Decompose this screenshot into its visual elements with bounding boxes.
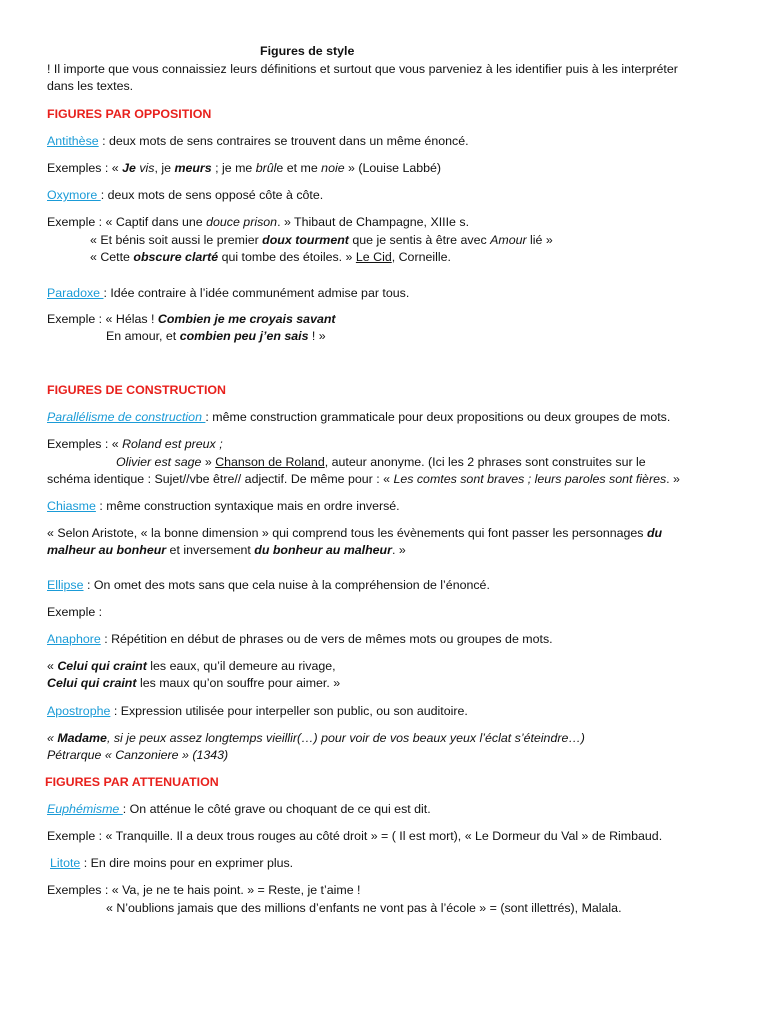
text-run: schéma identique : Sujet//vbe être// adjectif. De même pour : «: [47, 472, 394, 486]
page-title: Figures de style: [260, 44, 355, 58]
text-run: du: [646, 526, 663, 540]
example-oxymore-3: [90, 250, 451, 265]
term-oxymore[interactable]: Oxymore: [47, 188, 101, 202]
text-run: »: [201, 455, 216, 469]
example-oxymore-1: [47, 215, 469, 230]
text-run: Combien je me croyais savant: [157, 312, 336, 326]
example-ellipse: Exemple :: [47, 605, 103, 619]
example-apostrophe-1: [47, 731, 585, 746]
text-run: « Selon Aristote, « la bonne dimension » qui comprend tous les évènements qui font passer les personnages: [47, 526, 647, 540]
definition-euphemisme: [47, 802, 431, 817]
text-run: Madame: [57, 731, 107, 745]
text-run: : On omet des mots sans que cela nuise à la compréhension de l’énoncé.: [83, 578, 490, 592]
text-run: Exemples : «: [47, 437, 123, 451]
intro-line-2: dans les textes.: [47, 79, 134, 93]
definition-litote: [50, 856, 293, 871]
term-litote[interactable]: Litote: [50, 856, 81, 870]
text-run: : deux mots de sens contraires se trouvent dans un même énoncé.: [98, 134, 469, 148]
text-run: : même construction syntaxique mais en ordre inversé.: [95, 499, 400, 513]
example-anaphore-1: [47, 659, 336, 674]
text-run: Je: [122, 161, 140, 175]
text-run: Amour: [490, 233, 527, 247]
section-heading-attenuation: FIGURES PAR ATTENUATION: [45, 775, 219, 789]
text-run: : deux mots de sens opposé côte à côte.: [100, 188, 324, 202]
example-antithese: [47, 161, 441, 176]
example-euphemisme: Exemple : « Tranquille. Il a deux trous rouges au côté droit » = ( Il est mort), « Le Dormeur du Val » de Rimbaud.: [47, 829, 663, 843]
text-run: e et me: [276, 161, 322, 175]
text-run: vis: [139, 161, 155, 175]
text-run: Le Cid: [355, 250, 392, 264]
text-run: obscure clarté: [133, 250, 219, 264]
text-run: , auteur anonyme. (Ici les 2 phrases sont construites sur le: [324, 455, 646, 469]
example-paradoxe-2: [106, 329, 326, 344]
text-run: Celui qui craint: [47, 676, 137, 690]
example-litote-1: Exemples : « Va, je ne te hais point. » = Reste, je t’aime !: [47, 883, 361, 897]
text-run: meurs: [174, 161, 212, 175]
text-run: Les comtes sont braves ; leurs paroles sont fières: [393, 472, 667, 486]
example-chiasme-1: [47, 526, 662, 541]
text-run: que je sentis à être avec: [348, 233, 491, 247]
example-apostrophe-2: Pétrarque « Canzoniere » (1343): [47, 748, 229, 762]
text-run: : même construction grammaticale pour deux propositions ou deux groupes de mots.: [205, 410, 671, 424]
term-chiasme[interactable]: Chiasme: [47, 499, 96, 513]
definition-parallelisme: [47, 410, 670, 425]
text-run: Exemples : «: [47, 161, 123, 175]
term-anaphore[interactable]: Anaphore: [47, 632, 101, 646]
definition-paradoxe: [47, 286, 409, 301]
text-run: brûl: [255, 161, 277, 175]
text-run: . » Thibaut de Champagne, XIIIe s.: [277, 215, 470, 229]
text-run: doux tourment: [262, 233, 349, 247]
definition-chiasme: [47, 499, 400, 514]
text-run: ! »: [308, 329, 326, 343]
text-run: qui tombe des étoiles. »: [218, 250, 356, 264]
text-run: : En dire moins pour en exprimer plus.: [80, 856, 294, 870]
definition-ellipse: [47, 578, 490, 593]
term-antithese[interactable]: Antithèse: [47, 134, 99, 148]
text-run: : Idée contraire à l’idée communément admise par tous.: [103, 286, 410, 300]
text-run: Exemple : « Captif dans une: [47, 215, 207, 229]
term-euphemisme[interactable]: Euphémisme: [47, 802, 123, 816]
text-run: lié »: [526, 233, 553, 247]
example-parallelisme-2: [116, 455, 646, 470]
example-oxymore-2: [90, 233, 553, 248]
text-run: « Et bénis soit aussi le premier: [90, 233, 263, 247]
example-parallelisme-3: [47, 472, 680, 487]
example-anaphore-2: [47, 676, 340, 691]
text-run: , Corneille.: [391, 250, 451, 264]
text-run: malheur au bonheur: [47, 543, 167, 557]
example-paradoxe-1: [47, 312, 336, 327]
text-run: : Expression utilisée pour interpeller son public, ou son auditoire.: [110, 704, 468, 718]
section-heading-opposition: FIGURES PAR OPPOSITION: [47, 107, 212, 121]
text-run: ; je me: [211, 161, 256, 175]
example-chiasme-2: [47, 543, 406, 558]
term-apostrophe[interactable]: Apostrophe: [47, 704, 111, 718]
example-litote-2: « N’oublions jamais que des millions d’enfants ne vont pas à l’école » = (sont illettrés), Malala.: [106, 901, 622, 915]
text-run: «: [47, 731, 58, 745]
definition-antithese: [47, 134, 469, 149]
text-run: , je: [154, 161, 175, 175]
definition-apostrophe: [47, 704, 468, 719]
text-run: et inversement: [166, 543, 255, 557]
text-run: . »: [391, 543, 406, 557]
term-parallelisme[interactable]: Parallélisme de construction: [47, 410, 206, 424]
text-run: combien peu j’en sais: [179, 329, 309, 343]
text-run: « Cette: [90, 250, 134, 264]
term-paradoxe[interactable]: Paradoxe: [47, 286, 104, 300]
text-run: Roland est preux ;: [122, 437, 223, 451]
intro-line-1: ! Il importe que vous connaissiez leurs définitions et surtout que vous parveniez à les identifier puis à les interpréter: [47, 62, 678, 76]
text-run: : Répétition en début de phrases ou de vers de mêmes mots ou groupes de mots.: [100, 632, 553, 646]
text-run: les eaux, qu’il demeure au rivage,: [146, 659, 336, 673]
text-run: : On atténue le côté grave ou choquant de ce qui est dit.: [122, 802, 431, 816]
text-run: du bonheur au malheur: [254, 543, 392, 557]
text-run: , si je peux assez longtemps vieillir(…) pour voir de vos beaux yeux l’éclat s’éteindre…): [106, 731, 585, 745]
text-run: Olivier est sage: [116, 455, 202, 469]
text-run: «: [47, 659, 58, 673]
text-run: noie: [321, 161, 345, 175]
text-run: . »: [666, 472, 680, 486]
section-heading-construction: FIGURES DE CONSTRUCTION: [47, 383, 226, 397]
text-run: Exemple : « Hélas !: [47, 312, 158, 326]
example-parallelisme-1: [47, 437, 223, 452]
definition-oxymore: [47, 188, 323, 203]
text-run: les maux qu’on souffre pour aimer. »: [136, 676, 341, 690]
text-run: En amour, et: [106, 329, 180, 343]
text-run: douce prison: [206, 215, 278, 229]
text-run: Celui qui craint: [57, 659, 147, 673]
text-run: Chanson de Roland: [215, 455, 325, 469]
definition-anaphore: [47, 632, 553, 647]
text-run: » (Louise Labbé): [344, 161, 442, 175]
term-ellipse[interactable]: Ellipse: [47, 578, 84, 592]
